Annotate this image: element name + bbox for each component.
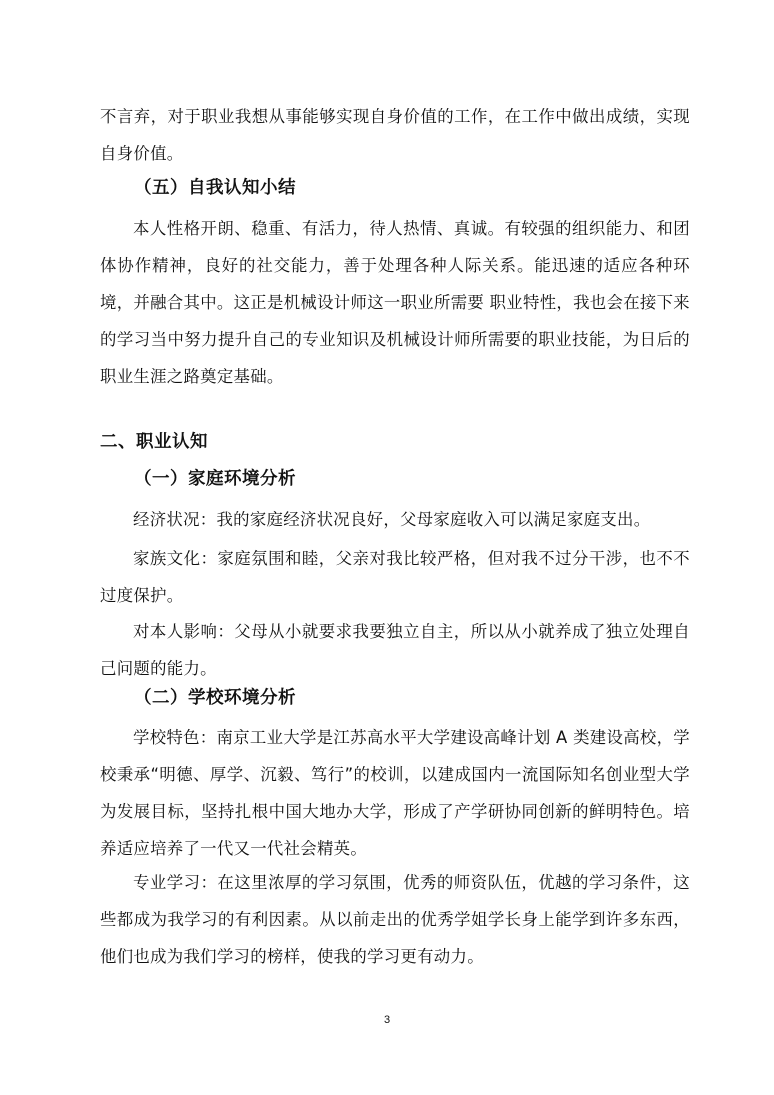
heading-career-cognition: 二、职业认知 xyxy=(100,432,208,452)
section-heading xyxy=(100,174,690,202)
paragraph xyxy=(100,98,690,172)
paragraph xyxy=(100,501,690,538)
subheading-school-environment: （二）学校环境分析 xyxy=(134,688,296,708)
subheading-self-cognition-summary: （五）自我认知小结 xyxy=(134,178,296,198)
paragraph-text: 家族文化：家庭氛围和睦，父亲对我比较严格，但对我不过分干涉，也不不过度保护。 xyxy=(100,549,690,605)
paragraph-text: 不言弃，对于职业我想从事能够实现自身价值的工作，在工作中做出成绩，实现自身价值。 xyxy=(100,107,690,163)
section-heading xyxy=(100,684,690,712)
section-heading xyxy=(100,428,690,456)
page-number: 3 xyxy=(383,1014,391,1026)
paragraph xyxy=(100,210,690,395)
subheading-family-environment: （一）家庭环境分析 xyxy=(134,469,296,489)
paragraph xyxy=(100,864,690,975)
paragraph-text: 对本人影响：父母从小就要求我要独立自主，所以从小就养成了独立处理自己问题的能力。 xyxy=(100,622,690,678)
paragraph xyxy=(100,613,690,687)
paragraph-text: 经济状况：我的家庭经济状况良好，父母家庭收入可以满足家庭支出。 xyxy=(133,510,651,529)
paragraph-text: 本人性格开朗、稳重、有活力，待人热情、真诚。有较强的组织能力、和团体协作精神，良好的社交能力，善于处理各种人际关系。能迅速的适应各种环境，并融合其中。这正是机械设计师这一职业所需要 职业特性，我也会在接下来的学习当中努力提升自己的专业知识及机械设计师所需要的职业技能，为日后的职业生涯之路奠定基础。 xyxy=(100,219,690,386)
paragraph xyxy=(100,719,690,867)
paragraph xyxy=(100,540,690,614)
section-heading xyxy=(100,465,690,493)
paragraph-text: 学校特色：南京工业大学是江苏高水平大学建设高峰计划 A 类建设高校，学校秉承“明德、厚学、沉毅、笃行”的校训，以建成国内一流国际知名创业型大学为发展目标，坚持扎根中国大地办大学，形成了产学研协同创新的鲜明特色。培养适应培养了一代又一代社会精英。 xyxy=(100,728,690,858)
paragraph-text: 专业学习：在这里浓厚的学习氛围，优秀的师资队伍，优越的学习条件，这些都成为我学习的有利因素。从以前走出的优秀学姐学长身上能学到许多东西，他们也成为我们学习的榜样，使我的学习更有动力。 xyxy=(100,873,690,966)
